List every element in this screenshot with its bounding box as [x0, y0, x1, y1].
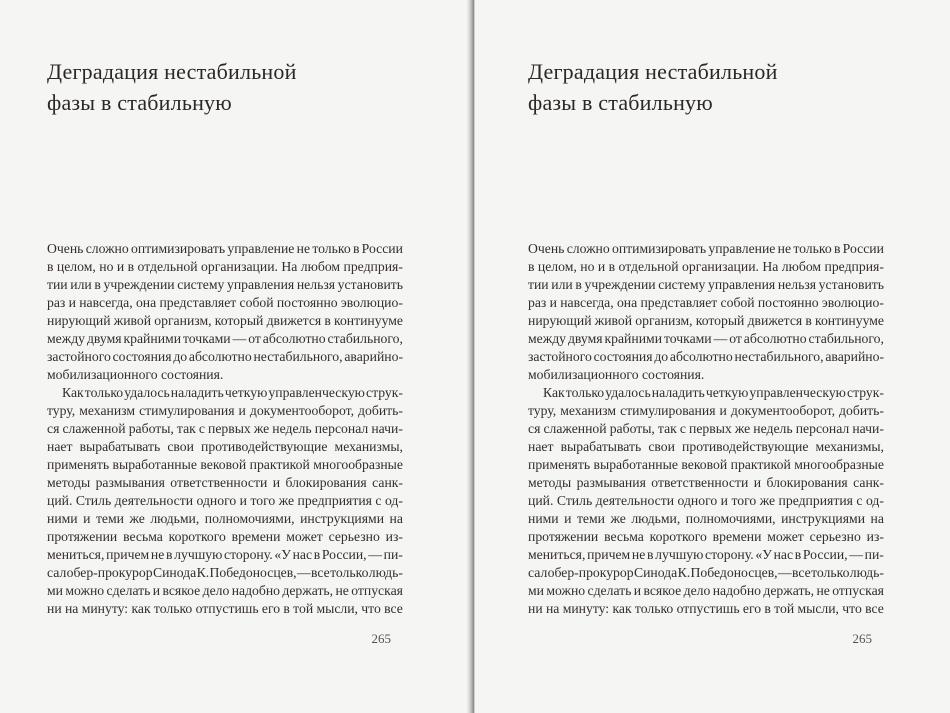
text-line: протяжении весьма короткого времени может серьезно из- — [47, 529, 403, 544]
text-line: нирующий живой организм, который движется в континууме — [47, 313, 403, 328]
text-line: нает вырабатывать свои противодействующие механизмы, — [528, 439, 884, 454]
text-line: сал обер-прокурор Синода К. Победоносцев, — все только людь- — [528, 565, 884, 580]
text-line: методы размывания ответственности и блокирования санк- — [47, 475, 403, 490]
text-line: ций. Стиль деятельности одного и того же предприятия с од- — [528, 493, 884, 508]
chapter-title-line: Деградация нестабильной — [528, 59, 778, 84]
text-line: мениться, причем не в лучшую сторону. «У нас в России, — пи- — [47, 547, 403, 562]
text-line: мениться, причем не в лучшую сторону. «У нас в России, — пи- — [528, 547, 884, 562]
text-line: застойного состояния до абсолютно нестабильного, аварийно- — [47, 349, 403, 364]
text-line: туру, механизм стимулирования и документооборот, добить- — [47, 403, 403, 418]
chapter-title — [47, 56, 403, 118]
page-number: 265 — [852, 631, 872, 646]
text-line: ними и теми же людьми, полномочиями, инструкциями на — [47, 511, 403, 526]
text-line: Очень сложно оптимизировать управление не только в России — [528, 241, 884, 256]
chapter-title-line: фазы в стабильную — [47, 90, 232, 115]
text-line: тии или в учреждении систему управления нельзя установить — [47, 277, 403, 292]
text-line: между двумя крайними точками — от абсолютно стабильного, — [47, 331, 403, 346]
text-line: ни на минуту: как только отпустишь его в той мысли, что все — [528, 601, 884, 616]
text-line: применять выработанные вековой практикой многообразные — [47, 457, 403, 472]
text-line: раз и навсегда, она представляет собой постоянно эволюцио- — [528, 295, 884, 310]
body-text — [528, 240, 884, 618]
text-line: в целом, но и в отдельной организации. На любом предприя- — [47, 259, 403, 274]
text-line: ся слаженной работы, так с первых же недель персонал начи- — [47, 421, 403, 436]
text-line: туру, механизм стимулирования и документооборот, добить- — [528, 403, 884, 418]
text-line: мобилизационного состояния. — [47, 367, 224, 382]
text-line: Очень сложно оптимизировать управление не только в России — [47, 241, 403, 256]
page-spine-divider — [466, 0, 475, 713]
text-line: ни на минуту: как только отпустишь его в той мысли, что все — [47, 601, 403, 616]
text-line: мобилизационного состояния. — [528, 367, 705, 382]
text-line: нает вырабатывать свои противодействующие механизмы, — [47, 439, 403, 454]
book-page-right — [528, 0, 884, 713]
text-line: ними и теми же людьми, полномочиями, инструкциями на — [528, 511, 884, 526]
chapter-title-line: Деградация нестабильной — [47, 59, 297, 84]
text-line: методы размывания ответственности и блокирования санк- — [528, 475, 884, 490]
text-line: нирующий живой организм, который движется в континууме — [528, 313, 884, 328]
text-line: ций. Стиль деятельности одного и того же предприятия с од- — [47, 493, 403, 508]
text-line: применять выработанные вековой практикой многообразные — [528, 457, 884, 472]
text-line: тии или в учреждении систему управления нельзя установить — [528, 277, 884, 292]
text-line: ся слаженной работы, так с первых же недель персонал начи- — [528, 421, 884, 436]
text-line: раз и навсегда, она представляет собой постоянно эволюцио- — [47, 295, 403, 310]
chapter-title — [528, 56, 884, 118]
book-page-left — [47, 0, 403, 713]
text-line: застойного состояния до абсолютно нестабильного, аварийно- — [528, 349, 884, 364]
text-line: сал обер-прокурор Синода К. Победоносцев, — все только людь- — [47, 565, 403, 580]
text-line: ми можно сделать и всякое дело надобно держать, не отпуская — [47, 583, 403, 598]
text-line: между двумя крайними точками — от абсолютно стабильного, — [528, 331, 884, 346]
text-line: протяжении весьма короткого времени может серьезно из- — [528, 529, 884, 544]
page-number: 265 — [371, 631, 391, 646]
chapter-title-line: фазы в стабильную — [528, 90, 713, 115]
text-line: в целом, но и в отдельной организации. На любом предприя- — [528, 259, 884, 274]
text-line: ми можно сделать и всякое дело надобно держать, не отпуская — [528, 583, 884, 598]
body-text — [47, 240, 403, 618]
text-line: Как только удалось наладить четкую управленческую струк- — [62, 385, 403, 400]
text-line: Как только удалось наладить четкую управленческую струк- — [543, 385, 884, 400]
